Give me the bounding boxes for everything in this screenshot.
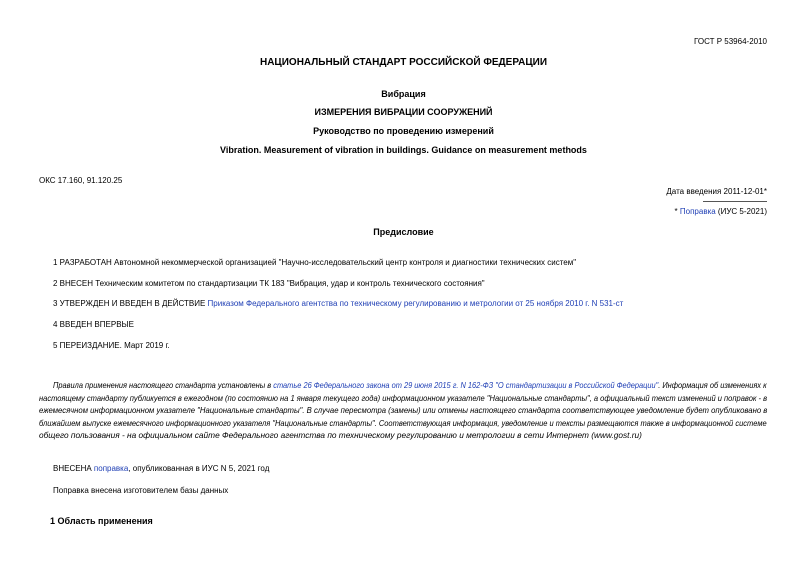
rules-line-1 xyxy=(53,379,767,392)
document-subtitle: Руководство по проведению измерений xyxy=(313,126,494,136)
doc-number: ГОСТ Р 53964-2010 xyxy=(694,37,767,46)
rules-line-2: настоящему стандарту публикуется в ежегодном (по состоянию на 1 января текущего года) информационном указателе "Национальные стандарты", а официальный текст изменений и поправок - в xyxy=(39,393,768,403)
oks-code: ОКС 17.160, 91.120.25 xyxy=(39,176,123,185)
amendment-info-link[interactable]: поправка xyxy=(93,464,129,473)
amendment-info-prefix: ВНЕСЕНА xyxy=(53,464,94,473)
amendment-suffix: (ИУС 5-2021) xyxy=(715,207,767,216)
rules-line-5: общего пользования - на официальном сайте Федерального агентства по техническому регулированию и метрологии в сети Интернет (www.gost.ru) xyxy=(39,430,642,440)
intro-date: Дата введения 2011-12-01* xyxy=(666,187,767,196)
rules-line-4: ближайшем выпуске ежемесячного информационного указателя "Национальные стандарты". Соответствующая информация, уведомление и тексты размещаются также в информационной системе xyxy=(39,418,767,428)
foreword-item-3-text: 3 УТВЕРЖДЕН И ВВЕДЕН В ДЕЙСТВИЕ xyxy=(53,299,208,308)
footnote-star: * xyxy=(674,207,680,216)
federal-law-link[interactable]: статье 26 Федерального закона от 29 июня 2015 г. N 162-ФЗ "О стандартизации в Российской Федерации" xyxy=(273,380,659,390)
amendment-info xyxy=(53,464,269,473)
amendment-by: Поправка внесена изготовителем базы данных xyxy=(53,486,229,495)
document-title: ИЗМЕРЕНИЯ ВИБРАЦИИ СООРУЖЕНИЙ xyxy=(314,107,493,117)
national-standard-heading: НАЦИОНАЛЬНЫЙ СТАНДАРТ РОССИЙСКОЙ ФЕДЕРАЦИИ xyxy=(259,57,548,68)
section-1-heading: 1 Область применения xyxy=(50,516,153,526)
amendment-footnote xyxy=(675,207,767,216)
english-title: Vibration. Measurement of vibration in buildings. Guidance on measurement methods xyxy=(220,145,587,155)
amendment-link[interactable]: Поправка xyxy=(679,207,716,216)
foreword-item-4: 4 ВВЕДЕН ВПЕРВЫЕ xyxy=(53,320,134,329)
foreword-item-5: 5 ПЕРЕИЗДАНИЕ. Март 2019 г. xyxy=(53,341,170,350)
amendment-info-suffix: , опубликованная в ИУС N 5, 2021 год xyxy=(128,464,270,473)
rules-text-prefix: Правила применения настоящего стандарта установлены в xyxy=(53,380,274,390)
rules-line-3: ежемесячном информационном указателе "Национальные стандарты". В случае пересмотра (замены) или отмены настоящего стандарта соответствующее уведомление будет опубликовано в xyxy=(39,405,768,415)
footnote-rule xyxy=(703,201,767,202)
foreword-item-2: 2 ВНЕСЕН Техническим комитетом по стандартизации ТК 183 "Вибрация, удар и контроль технического состояния" xyxy=(53,279,485,288)
foreword-heading: Предисловие xyxy=(373,227,434,237)
foreword-item-3 xyxy=(53,299,623,308)
rules-text-suffix: . Информация об изменениях к xyxy=(658,380,767,390)
topic-heading: Вибрация xyxy=(381,89,426,99)
foreword-item-1: 1 РАЗРАБОТАН Автономной некоммерческой организацией "Научно-исследовательский центр контроля и диагностики технических систем" xyxy=(53,258,577,267)
order-link[interactable]: Приказом Федерального агентства по техническому регулированию и метрологии от 25 ноября 2010 г. N 531-ст xyxy=(207,299,624,308)
